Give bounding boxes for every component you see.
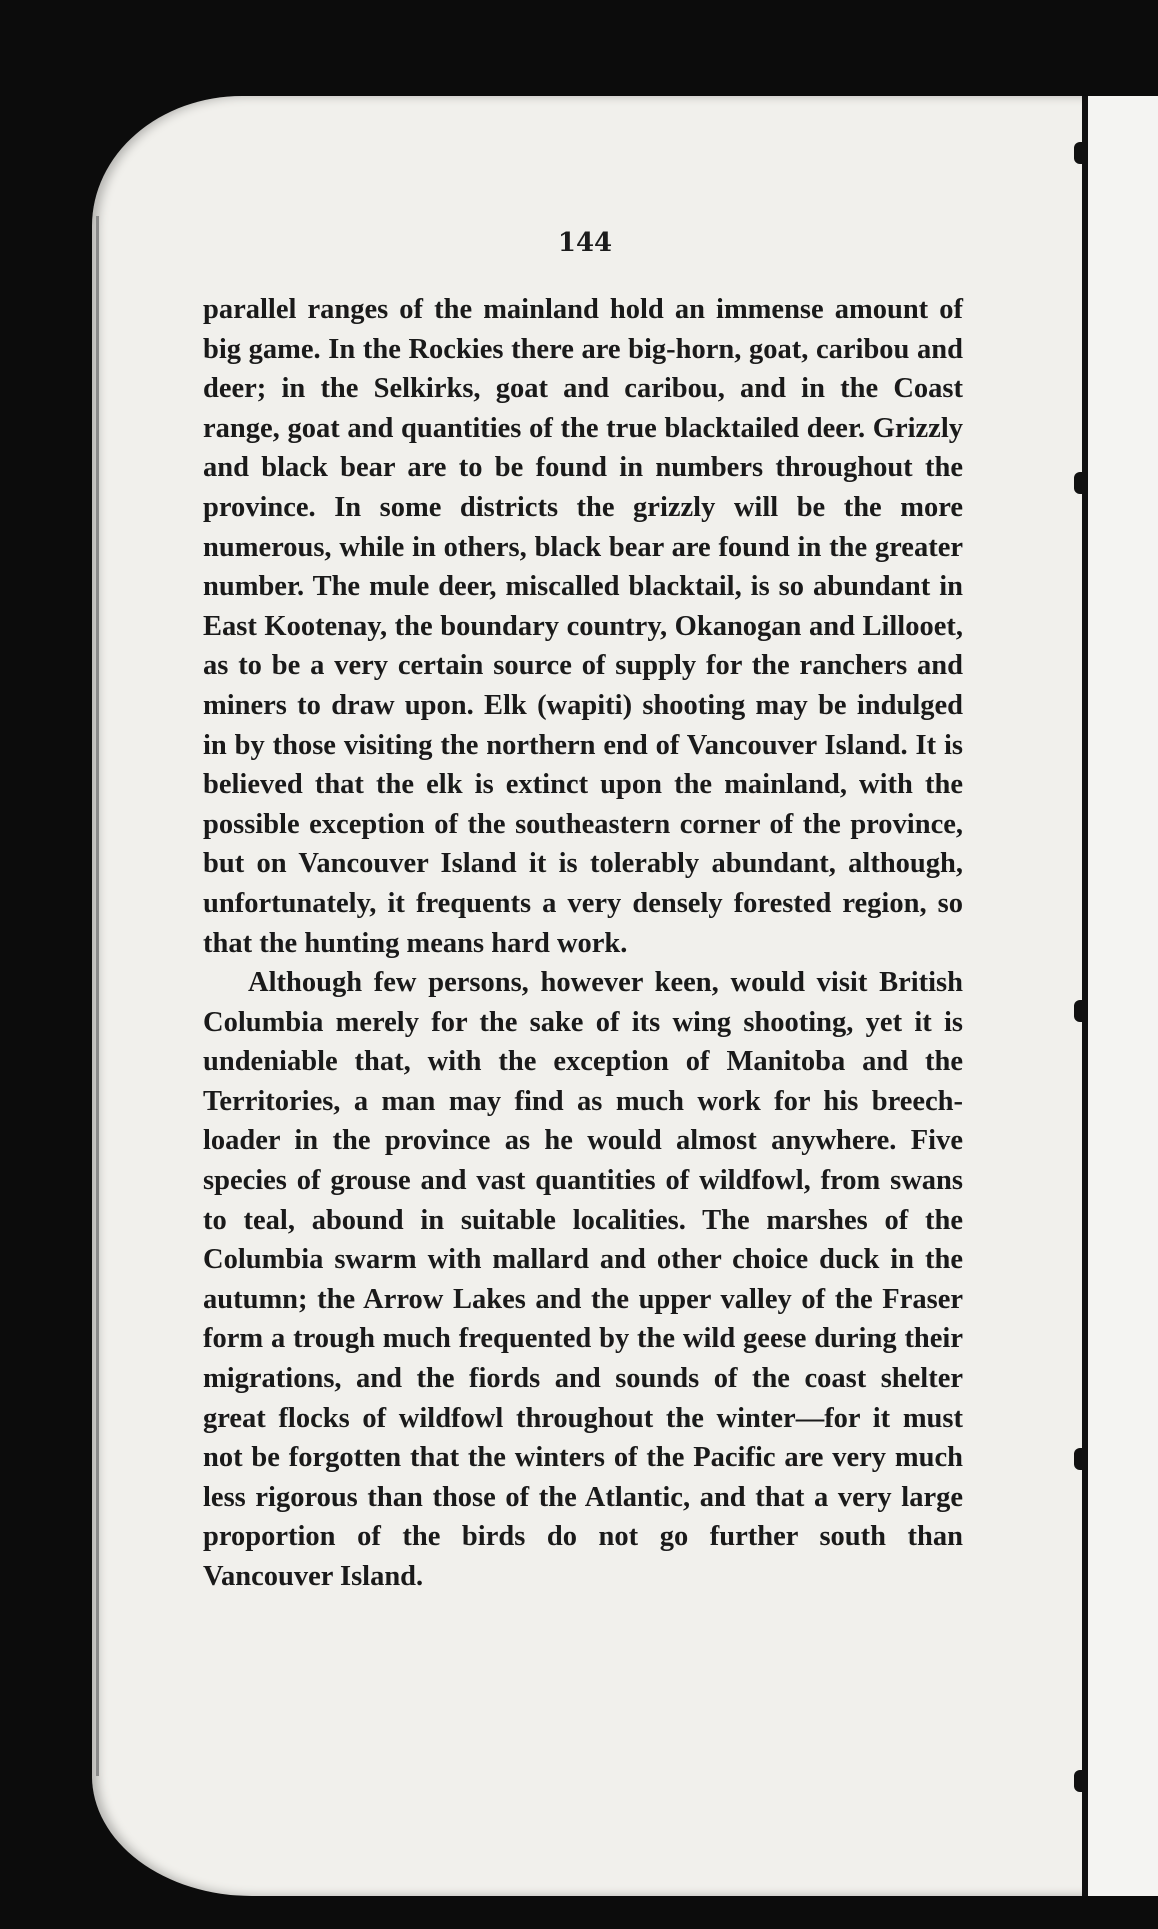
binding-tab-mark <box>1074 1000 1086 1022</box>
paragraph: Although few persons, however keen, would visit British Columbia merely for the sake of its wing shooting, yet it is undeniable that, with the exception of Manitoba and the Territories, a man may find as much work for his breech-loader in the province as he would almost anywhere. Five species of grouse and vast quantities of wildfowl, from swans to teal, abound in suitable localities. The marshes of the Columbia swarm with mallard and other choice duck in the autumn; the Arrow Lakes and the upper valley of the Fraser form a trough much frequented by the wild geese during their migrations, and the fiords and sounds of the coast shelter great flocks of wildfowl throughout the winter—for it must not be forgotten that the winters of the Pacific are very much less rigorous than those of the Atlantic, and that a very large proportion of the birds do not go further south than Vancouver Island. <box>203 967 963 1592</box>
scan-bottom-border <box>0 1896 1158 1929</box>
page-binding-edge <box>96 216 99 1776</box>
page-number: 144 <box>557 228 613 258</box>
binding-tab-mark <box>1074 142 1086 164</box>
body-text <box>203 290 963 1597</box>
binding-tab-mark <box>1074 472 1086 494</box>
binding-tab-mark <box>1074 1448 1086 1470</box>
binding-tab-mark <box>1074 1770 1086 1792</box>
paragraph: parallel ranges of the mainland hold an immense amount of big game. In the Rockies there are big-horn, goat, caribou and deer; in the Selkirks, goat and caribou, and in the Coast range, goat and quantities of the true blacktailed deer. Grizzly and black bear are to be found in numbers throughout the province. In some districts the grizzly will be the more numerous, while in others, black bear are found in the greater number. The mule deer, miscalled blacktail, is so abundant in East Kootenay, the boundary country, Okanogan and Lillooet, as to be a very certain source of supply for the ranchers and miners to draw upon. Elk (wapiti) shooting may be indulged in by those visiting the northern end of Vancouver Island. It is believed that the elk is extinct upon the mainland, with the possible exception of the southeastern corner of the province, but on Vancouver Island it is tolerably abundant, although, unfortunately, it frequents a very densely forested region, so that the hunting means hard work. <box>203 294 963 959</box>
adjacent-page-margin <box>1088 96 1158 1896</box>
